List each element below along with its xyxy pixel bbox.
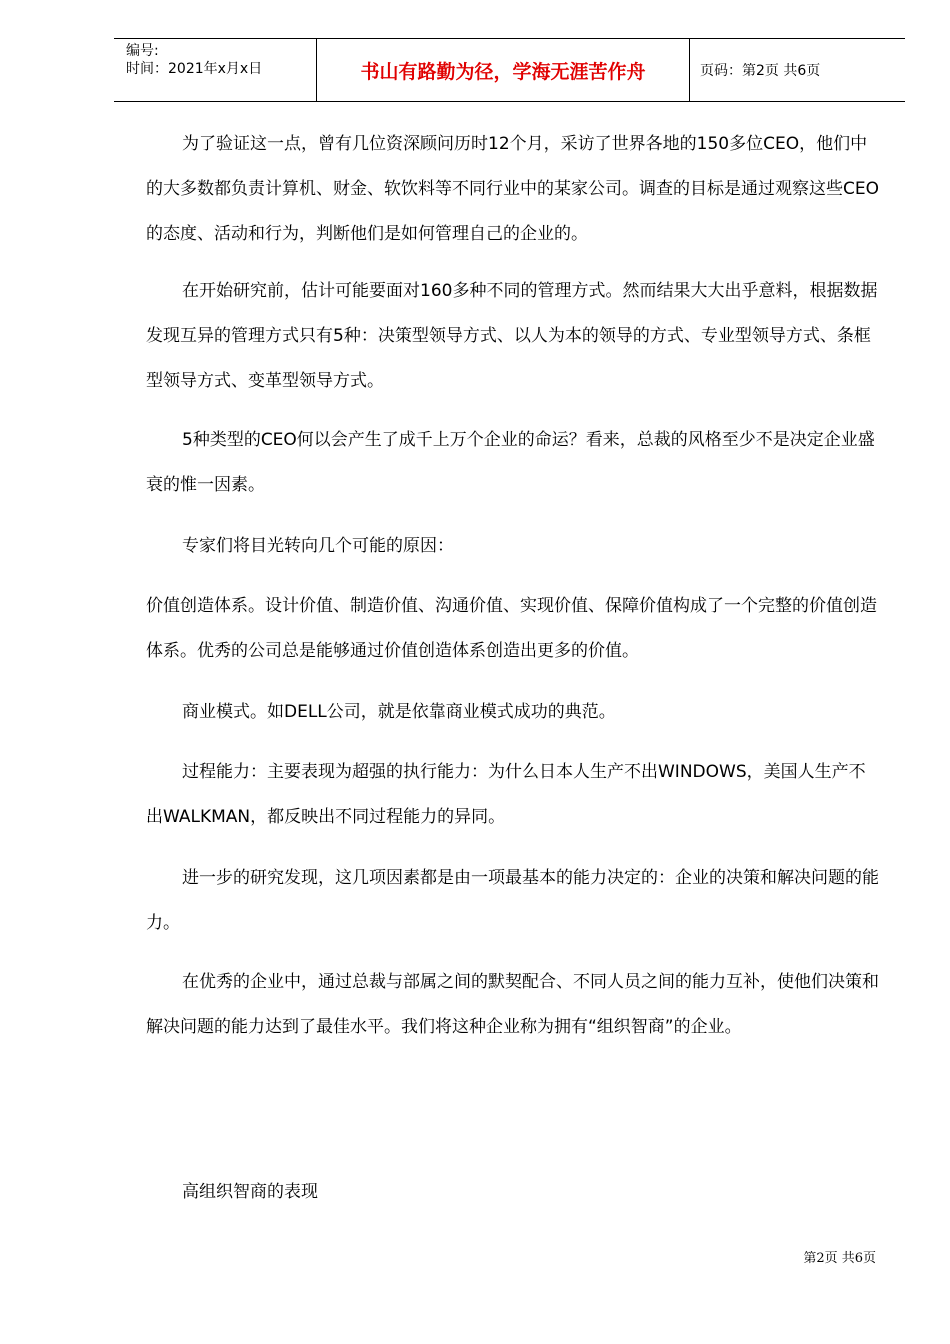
paragraph-8: 进一步的研究发现，这几项因素都是由一项最基本的能力决定的：企业的决策和解决问题的能力。 [146, 868, 879, 933]
document-date: 时间：2021年x月x日 [126, 61, 263, 77]
paragraph-5: 价值创造体系。设计价值、制造价值、沟通价值、实现价值、保障价值构成了一个完整的价值创造体系。优秀的公司总是能够通过价值创造体系创造出更多的价值。 [146, 596, 877, 661]
header-meta [114, 39, 316, 101]
paragraph-4: 专家们将目光转向几个可能的原因： [182, 536, 454, 556]
paragraph-6: 商业模式。如DELL公司，就是依靠商业模式成功的典范。 [182, 702, 616, 722]
page-footer: 第2页 共6页 [803, 1251, 876, 1266]
section-heading: 高组织智商的表现 [182, 1182, 318, 1202]
header-motto: 书山有路勤为径，学海无涯苦作舟 [316, 39, 690, 101]
header-page-number: 页码：第2页 共6页 [700, 63, 821, 79]
paragraph-1: 为了验证这一点，曾有几位资深顾问历时12个月，采访了世界各地的150多位CEO，他们中的大多数都负责计算机、财金、软饮料等不同行业中的某家公司。调查的目标是通过观察这些CEO的态度、活动和行为，判断他们是如何管理自己的企业的。 [146, 134, 879, 244]
paragraph-2: 在开始研究前，估计可能要面对160多种不同的管理方式。然而结果大大出乎意料，根据数据发现互异的管理方式只有5种：决策型领导方式、以人为本的领导的方式、专业型领导方式、条框型领导方式、变革型领导方式。 [146, 281, 878, 391]
document-number: 编号: [126, 43, 159, 59]
paragraph-9: 在优秀的企业中，通过总裁与部属之间的默契配合、不同人员之间的能力互补，使他们决策和解决问题的能力达到了最佳水平。我们将这种企业称为拥有“组织智商”的企业。 [146, 972, 879, 1037]
page-header [114, 38, 905, 102]
paragraph-3: 5种类型的CEO何以会产生了成千上万个企业的命运？看来，总裁的风格至少不是决定企业盛衰的惟一因素。 [146, 430, 875, 495]
paragraph-7: 过程能力：主要表现为超强的执行能力：为什么日本人生产不出WINDOWS，美国人生产不出WALKMAN，都反映出不同过程能力的异同。 [146, 762, 866, 827]
